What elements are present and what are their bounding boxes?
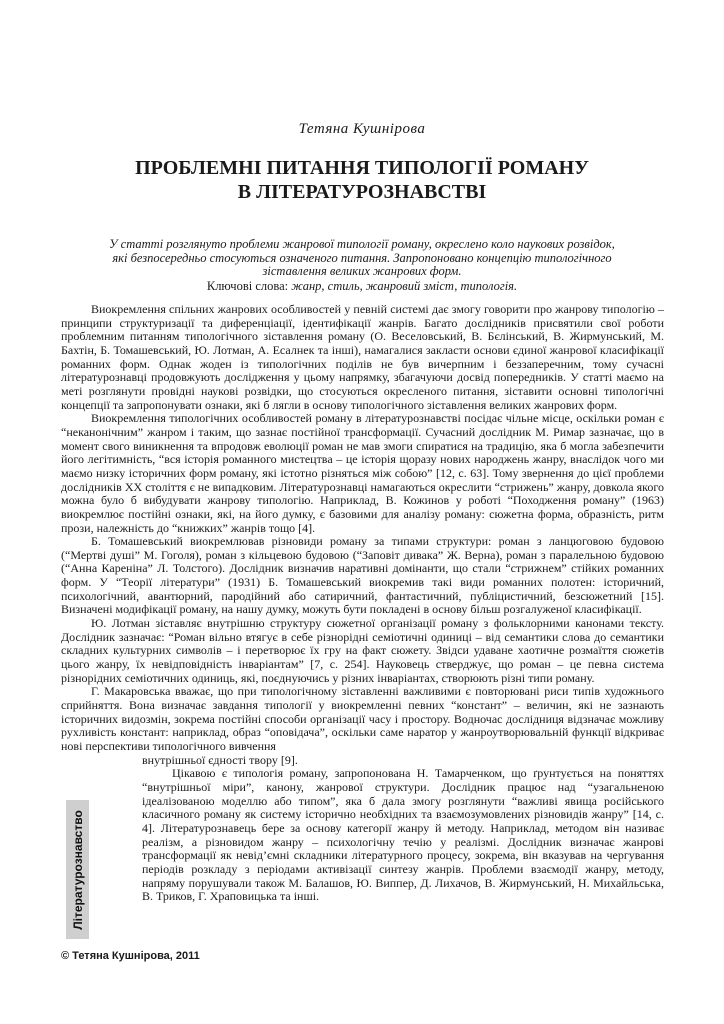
article-body xyxy=(61,303,664,904)
section-side-label-text: Літературознавство xyxy=(70,809,85,930)
paragraph-5-continuation: внутрішньої єдності твору [9]. xyxy=(142,752,298,767)
copyright-footer: © Тетяна Кушнірова, 2011 xyxy=(61,950,200,962)
paragraph-2: Виокремлення типологічних особливостей роману в літературознавстві посідає чільне місце, оскільки роман є “неканонічним” жанром і таким, що зазнає постійної трансформації. Сучасний дослідник М. Римар зазначає, що в момент свого виникнення та впродовж еволюції роман не мав змоги спиратися на традицію, яка б могла забезпечити його легітимність, “вся історія романного мистецтва – це історія щоразу нових народжень жанру, внаслідок чого ми маємо низку історичних форм роману, які істотно різняться між собою” [12, с. 63]. Тому звернення до цієї проблеми дослідників ХХ століття є не випадковим. Літературознавці намагаються окреслити “стрижень” жанру, довкола якого можна було б вибудувати жанрову типологію. Наприклад, В. Кожинов у роботі “Походження роману” (1963) виокремлює постійні ознаки, які, на його думку, є базовими для аналізу роману: сюжетна форма, образність, ритм прози, належність до “книжких” жанрів тощо [4]. xyxy=(61,411,664,535)
paragraph-5: Г. Макаровська вважає, що при типологічному зіставленні важливими є повторювані риси типів художнього сприйняття. Вона визначає завдання типології у виокремленні певних “констант” – величин, які не зазнають історичних видозмін, зокрема постійні способи організації часу і простору. Водночас дослідниця відзначає можливу рухливість констант: наприклад, образ “оповідача”, оскільки саме наратор у жанроутворювальній функції відкриває нові перспективи типологічного вивчення xyxy=(61,684,664,753)
section-side-label xyxy=(66,800,89,939)
keywords xyxy=(108,279,616,293)
paragraph-1: Виокремлення спільних жанрових особливостей у певній системі дає змогу говорити про жанрову типологію – принципи структуризації та диференціації, ідентифікації жанрів. Багато дослідників присвятили свої роботи проблемним питанням типологічного зіставлення роману (О. Веселовський, В. Бєлінський, В. Жирмунський, М. Бахтін, Б. Томашевський, Ю. Лотман, А. Есалнек та інші), намагалися закласти основи єдиної жанрової класифікації романних форм. Однак жоден із типологічних поділів не був вичерпним і беззаперечним, тому сучасні літературознавці продовжують дослідження у цьому напрямку, збагачуючи досвід попередників. У статті маємо на меті розглянути провідні наукові розвідки, що стосуються окресленого питання, зіставити основні типологічні концепції та запропонувати ознаки, які б лягли в основу типологічного зіставлення великих жанрових форм. xyxy=(61,302,664,412)
paragraph-4: Ю. Лотман зіставляє внутрішню структуру сюжетної організації роману з фольклорними канонами тексту. Дослідник зазначає: “Роман вільно втягує в себе різнорідні семіотичні одиниці – від семантики слова до семантики складних культурних символів – і перетворює їх гру на факт сюжету. Звідси удаване хаотичне розмаїття сюжетів цього жанру, їх невідповідність інваріантам” [7, с. 254]. Науковець стверджує, що роман – це певна система різнорідних семіотичних одиниць, які, поєднуючись у різних інваріантах, створюють різні типи роману. xyxy=(61,616,664,685)
author-name: Тетяна Кушнірова xyxy=(298,121,426,137)
paragraph-3: Б. Томашевський виокремлював різновиди роману за типами структури: роман з ланцюговою будовою (“Мертві душі” М. Гоголя), роман з кільцевою будовою (“Заповіт дивака” Ж. Верна), роман з паралельною будовою (“Анна Кареніна” Л. Толстого). Дослідник визначив наративні домінанти, що стали “стрижнем” стійких романних форм. У “Теорії літератури” (1931) Б. Томашевський виокремив такі види романних полотен: історичний, психологічний, авантюрний, пародійний або сатиричний, фантастичний, публіцистичний, безсюжетний [15]. Визначені модифікації роману, на нашу думку, можуть бути покладені в основу більш розгалуженої класифікації. xyxy=(61,534,664,617)
article-title xyxy=(60,156,664,204)
abstract: У статті розглянуто проблеми жанрової типології роману, окреслено коло наукових розвідок, які безпосередньо стосуються означеного питання. Запропоновано концепцію типологічного зіставлення великих жанрових форм. xyxy=(109,237,615,279)
paragraph-6: Цікавою є типологія роману, запропонована Н. Тамарченком, що ґрунтується на поняттях “внутрішньої міри”, канону, жанрової структури. Дослідник працює над “узагальненою ідеалізованою моделлю або типом”, яка б дала змогу розглянути “важливі явища російського класичного роману як систему історично необхідних та взаємозумовлених різновидів жанру” [14, с. 4]. Літературознавець бере за основу категорії жанру й методу. Наприклад, методом він називає реалізм, а різновидом жанру – психологічну течію у реалізмі. Дослідник визначає жанрові трансформації як невід’ємні складники літературного процесу, зокрема, він вказував на чергування періодів розкладу з періодами активізації синтезу жанрів. Проблеми взаємодії жанру, методу, напряму порушували також М. Балашов, Ю. Виппер, Д. Лихачов, В. Жирмунський, Н. Михайльська, В. Триков, Г. Храповицька та інші. xyxy=(142,766,664,904)
keywords-list: жанр, стиль, жанровий зміст, типологія. xyxy=(291,279,518,293)
keywords-label: Ключові слова: xyxy=(206,279,289,293)
article-title-line-2: В ЛІТЕРАТУРОЗНАВСТВІ xyxy=(237,181,487,203)
article-title-line-1: ПРОБЛЕМНІ ПИТАННЯ ТИПОЛОГІЇ РОМАНУ xyxy=(135,157,589,179)
